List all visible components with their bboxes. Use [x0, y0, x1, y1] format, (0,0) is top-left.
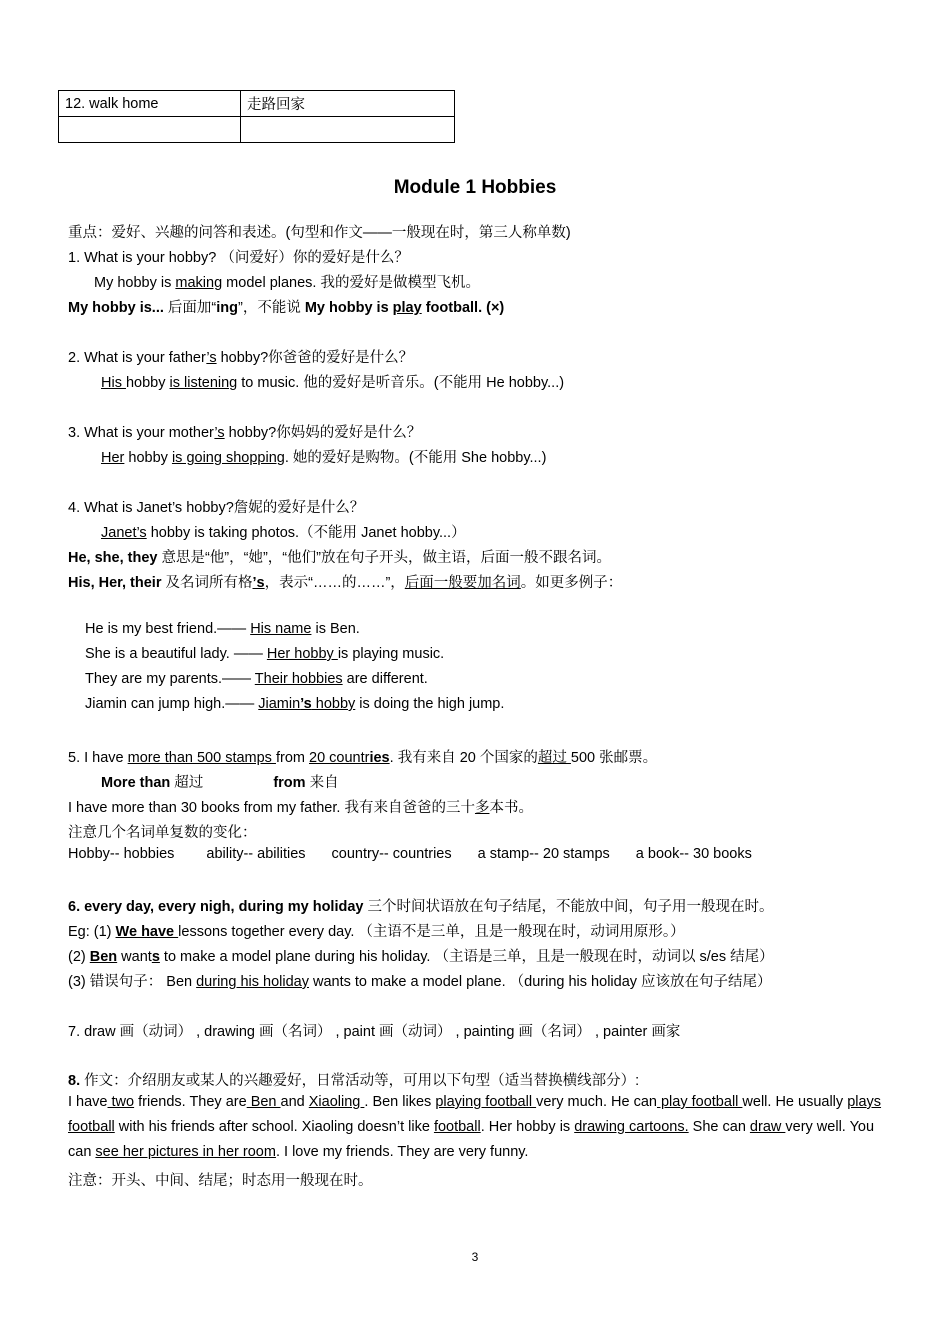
table-cell: 走路回家: [241, 91, 455, 117]
table-cell: 12. walk home: [59, 91, 241, 117]
question-8: 8. 作文：介绍朋友或某人的兴趣爱好，日常活动等，可用以下句型（适当替换横线部分）:: [68, 1073, 640, 1089]
table-row: [59, 117, 455, 143]
vocab-table: [58, 90, 455, 143]
table-cell: [59, 117, 241, 143]
answer-2: His hobby is listening to music. 他的爱好是听音乐。(不能用 He hobby...): [101, 375, 565, 391]
note-5a: More than 超过 from 来自: [101, 775, 339, 791]
plural-item: ability-- abilities: [206, 846, 306, 862]
plural-item: a book-- 30 books: [635, 846, 752, 862]
note-5c: 注意几个名词单复数的变化：: [68, 825, 257, 841]
plural-item: Hobby-- hobbies: [68, 846, 175, 862]
plural-item: a stamp-- 20 stamps: [477, 846, 610, 862]
table-row: [59, 91, 455, 117]
note-4b: His, Her, their 及名词所有格’s，表示“……的……”，后面一般要加名词。如更多例子：: [68, 575, 623, 591]
page-title: Module 1 Hobbies: [393, 177, 557, 198]
example-3: They are my parents.—— Their hobbies are different.: [85, 671, 428, 687]
example-2: She is a beautiful lady. —— Her hobby is playing music.: [85, 646, 445, 662]
eg-1: Eg: (1) We have lessons together every day. （主语不是三单，且是一般现在时，动词用原形。）: [68, 924, 685, 940]
question-4: 4. What is Janet’s hobby?詹妮的爱好是什么？: [68, 500, 365, 516]
question-6: 6. every day, every nigh, during my holiday 三个时间状语放在句子结尾，不能放中间，句子用一般现在时。: [68, 899, 774, 915]
question-7: 7. draw 画（动词） , drawing 画（名词） , paint 画（动词） , painting 画（名词） , painter 画家: [68, 1024, 681, 1040]
page-number: 3: [471, 1250, 479, 1264]
table-cell: [241, 117, 455, 143]
note-end: 注意：开头、中间、结尾；时态用一般现在时。: [68, 1173, 373, 1189]
answer-3: Her hobby is going shopping. 她的爱好是购物。(不能用 She hobby...): [101, 450, 547, 466]
note-5b: I have more than 30 books from my father. 我有来自爸爸的三十多本书。: [68, 800, 533, 816]
note-4a: He, she, they 意思是“他”，“她”，“他们”放在句子开头，做主语，后面一般不跟名词。: [68, 550, 611, 566]
eg-3: (3) 错误句子： Ben during his holiday wants to make a model plane. （during his holiday 应该放在句子结尾）: [68, 974, 772, 990]
example-4: Jiamin can jump high.—— Jiamin’s hobby is doing the high jump.: [85, 696, 505, 712]
answer-1: My hobby is making model planes. 我的爱好是做模型飞机。: [94, 275, 480, 291]
answer-4: Janet’s hobby is taking photos.（不能用 Janet hobby...）: [101, 525, 466, 541]
plural-item: country-- countries: [331, 846, 452, 862]
question-3: 3. What is your mother’s hobby?你妈妈的爱好是什么？: [68, 425, 422, 441]
question-2: 2. What is your father’s hobby?你爸爸的爱好是什么？: [68, 350, 414, 366]
focus-line: 重点：爱好、兴趣的问答和表述。(句型和作文——一般现在时，第三人称单数): [68, 225, 571, 241]
essay-paragraph: I have two friends. They are Ben and Xiaoling . Ben likes playing football very much. He can play football well. He usually plays football with his friends after school. Xiaoling doesn’t like football. Her hobby is drawing cartoons. She can draw very well. You can see her pictures in her room. I love my friends. They are very funny.: [68, 1094, 882, 1160]
note-1: My hobby is... 后面加“ing”，不能说 My hobby is play football. (×): [68, 300, 505, 316]
question-5: 5. I have more than 500 stamps from 20 countries. 我有来自 20 个国家的超过 500 张邮票。: [68, 750, 658, 766]
question-1: 1. What is your hobby? （问爱好）你的爱好是什么？: [68, 250, 409, 266]
eg-2: (2) Ben wants to make a model plane during his holiday. （主语是三单，且是一般现在时，动词以 s/es 结尾）: [68, 949, 774, 965]
example-1: He is my best friend.—— His name is Ben.: [85, 621, 360, 637]
plurals-line: [68, 846, 752, 862]
